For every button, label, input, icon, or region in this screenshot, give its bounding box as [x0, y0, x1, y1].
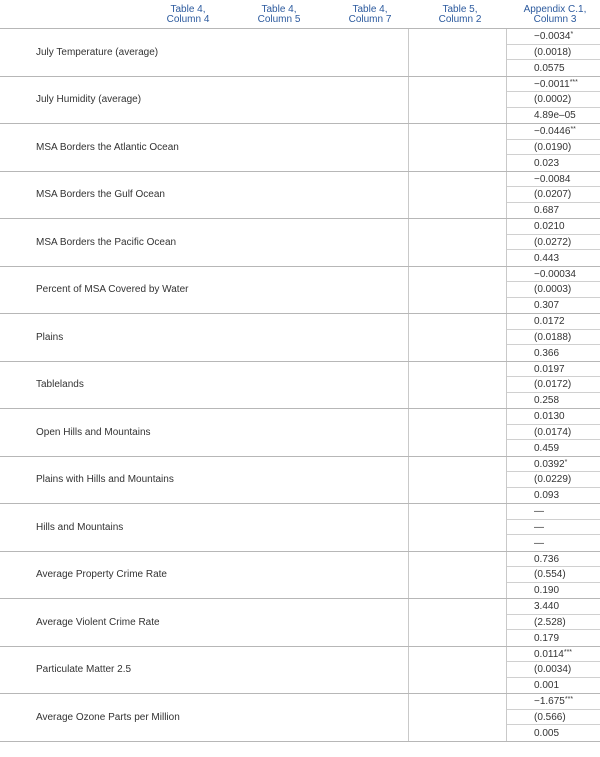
coefficient [507, 362, 600, 378]
significance-stars: * [570, 31, 574, 38]
column-divider [408, 552, 409, 599]
row-label: Open Hills and Mountains [36, 426, 151, 438]
row-label: Plains [36, 331, 64, 343]
column-divider [408, 77, 409, 124]
p-value: 0.0575 [534, 62, 565, 74]
table-row [0, 124, 600, 172]
standard-error: (2.528) [507, 615, 600, 631]
row-label: Average Violent Crime Rate [36, 616, 160, 628]
header-table4-col4: Table 4, Column 4 [166, 4, 210, 25]
coefficient-value: 0.0172 [534, 316, 565, 327]
coefficient-value: 0.0114 [534, 648, 564, 660]
coefficient [507, 29, 600, 45]
coefficient-value: 0.0197 [534, 363, 565, 375]
coefficient [507, 457, 600, 473]
table-body [0, 29, 600, 742]
p-value: 0.687 [534, 205, 560, 217]
appendix-c1-values [507, 504, 600, 551]
standard-error: (0.0188) [507, 330, 600, 346]
table-row [0, 267, 600, 315]
standard-error: (0.0272) [507, 235, 600, 251]
coefficient-value: −0.0084 [534, 173, 571, 185]
coefficient-value: 0.0210 [534, 221, 565, 232]
table-row [0, 647, 600, 695]
appendix-c1-values [507, 694, 600, 741]
p-value: 0.179 [534, 632, 560, 644]
row-label: MSA Borders the Atlantic Ocean [36, 141, 179, 153]
row-label: Plains with Hills and Mountains [36, 474, 174, 486]
coefficient-value: −0.0011 [534, 78, 570, 90]
table-row [0, 172, 600, 220]
coefficient-value: 3.440 [534, 601, 560, 612]
p-value: 4.89e–05 [534, 110, 576, 122]
coefficient [507, 267, 600, 283]
p-value: 0.459 [534, 442, 560, 454]
appendix-c1-values [507, 267, 600, 314]
table-header [0, 0, 600, 29]
coefficient [507, 77, 600, 93]
coefficient-value: −0.00034 [534, 268, 576, 280]
standard-error: (0.0018) [507, 45, 600, 61]
table-row [0, 552, 600, 600]
standard-error: (0.566) [507, 710, 600, 726]
significance-stars: * [564, 458, 568, 466]
column-divider [408, 29, 409, 76]
p-value: 0.001 [534, 680, 560, 692]
row-label: Percent of MSA Covered by Water [36, 284, 189, 296]
coefficient [507, 124, 600, 140]
coefficient [507, 409, 600, 425]
standard-error: (0.0174) [507, 425, 600, 441]
coefficient [507, 599, 600, 615]
significance-stars: ** [570, 126, 576, 133]
p-value: 0.190 [534, 585, 560, 597]
row-label: Particulate Matter 2.5 [36, 664, 132, 676]
column-divider [408, 314, 409, 361]
row-label: Hills and Mountains [36, 521, 124, 533]
appendix-c1-values [507, 362, 600, 409]
coefficient-value: 0.0130 [534, 411, 565, 422]
table-row [0, 362, 600, 410]
table-row [0, 409, 600, 457]
column-divider [408, 409, 409, 456]
appendix-c1-values [507, 172, 600, 219]
column-divider [408, 694, 409, 741]
row-label: Average Ozone Parts per Million [36, 711, 180, 723]
coefficient [507, 172, 600, 188]
column-divider [408, 172, 409, 219]
standard-error: (0.0229) [507, 472, 600, 488]
appendix-c1-values [507, 552, 600, 599]
coefficient-value: 0.736 [534, 553, 560, 565]
appendix-c1-values [507, 124, 600, 171]
table-row [0, 29, 600, 77]
appendix-c1-values [507, 77, 600, 124]
appendix-c1-values [507, 314, 600, 361]
p-value: 0.005 [534, 727, 560, 739]
significance-stars: *** [563, 648, 573, 656]
appendix-c1-values [507, 409, 600, 456]
header-table5-col2: Table 5, Column 2 [438, 4, 482, 25]
column-divider [408, 457, 409, 504]
coefficient-value: 0.0392 [534, 458, 565, 470]
column-divider [408, 124, 409, 171]
p-value: 0.307 [534, 300, 560, 312]
standard-error: (0.0002) [507, 92, 600, 108]
header-appendix-c1-col3: Appendix C.1, Column 3 [523, 4, 587, 25]
column-divider [408, 647, 409, 694]
coefficient [507, 694, 600, 710]
row-label: Tablelands [36, 379, 84, 391]
header-table4-col5: Table 4, Column 5 [257, 4, 301, 25]
row-label: July Temperature (average) [36, 46, 159, 58]
coefficient [507, 504, 600, 520]
table-row [0, 504, 600, 552]
p-value: 0.366 [534, 347, 560, 359]
row-label: Average Property Crime Rate [36, 569, 167, 581]
table-row [0, 77, 600, 125]
p-value: 0.443 [534, 252, 560, 264]
table-row [0, 457, 600, 505]
table-row [0, 599, 600, 647]
standard-error: (0.0190) [507, 140, 600, 156]
column-divider [408, 267, 409, 314]
table-row [0, 219, 600, 267]
standard-error: (0.0003) [507, 282, 600, 298]
table-row [0, 314, 600, 362]
p-value: 0.258 [534, 395, 560, 407]
appendix-c1-values [507, 647, 600, 694]
p-value: 0.023 [534, 157, 560, 169]
row-label: MSA Borders the Gulf Ocean [36, 189, 165, 201]
standard-error: (0.0207) [507, 187, 600, 203]
row-label: MSA Borders the Pacific Ocean [36, 236, 177, 248]
coefficient [507, 314, 600, 330]
coefficient [507, 219, 600, 235]
standard-error: (0.0034) [507, 662, 600, 678]
coefficient-value: — [534, 506, 544, 517]
column-divider [408, 362, 409, 409]
appendix-c1-values [507, 457, 600, 504]
appendix-c1-values [507, 219, 600, 266]
appendix-c1-values [507, 29, 600, 76]
coefficient [507, 647, 600, 663]
significance-stars: *** [569, 78, 578, 86]
coefficient [507, 552, 600, 568]
column-divider [408, 599, 409, 646]
standard-error: (0.0172) [507, 377, 600, 393]
column-divider [408, 504, 409, 551]
coefficient-value: −0.0034 [534, 31, 571, 42]
coefficient-value: −1.675 [534, 696, 565, 707]
standard-error: — [507, 520, 600, 536]
standard-error: (0.554) [507, 567, 600, 583]
p-value: — [534, 537, 544, 549]
significance-stars: *** [564, 696, 574, 703]
appendix-c1-values [507, 599, 600, 646]
header-table4-col7: Table 4, Column 7 [348, 4, 392, 25]
p-value: 0.093 [534, 490, 560, 502]
table-row [0, 694, 600, 742]
column-divider [408, 219, 409, 266]
row-label: July Humidity (average) [36, 94, 142, 106]
coefficient-value: −0.0446 [534, 126, 571, 137]
